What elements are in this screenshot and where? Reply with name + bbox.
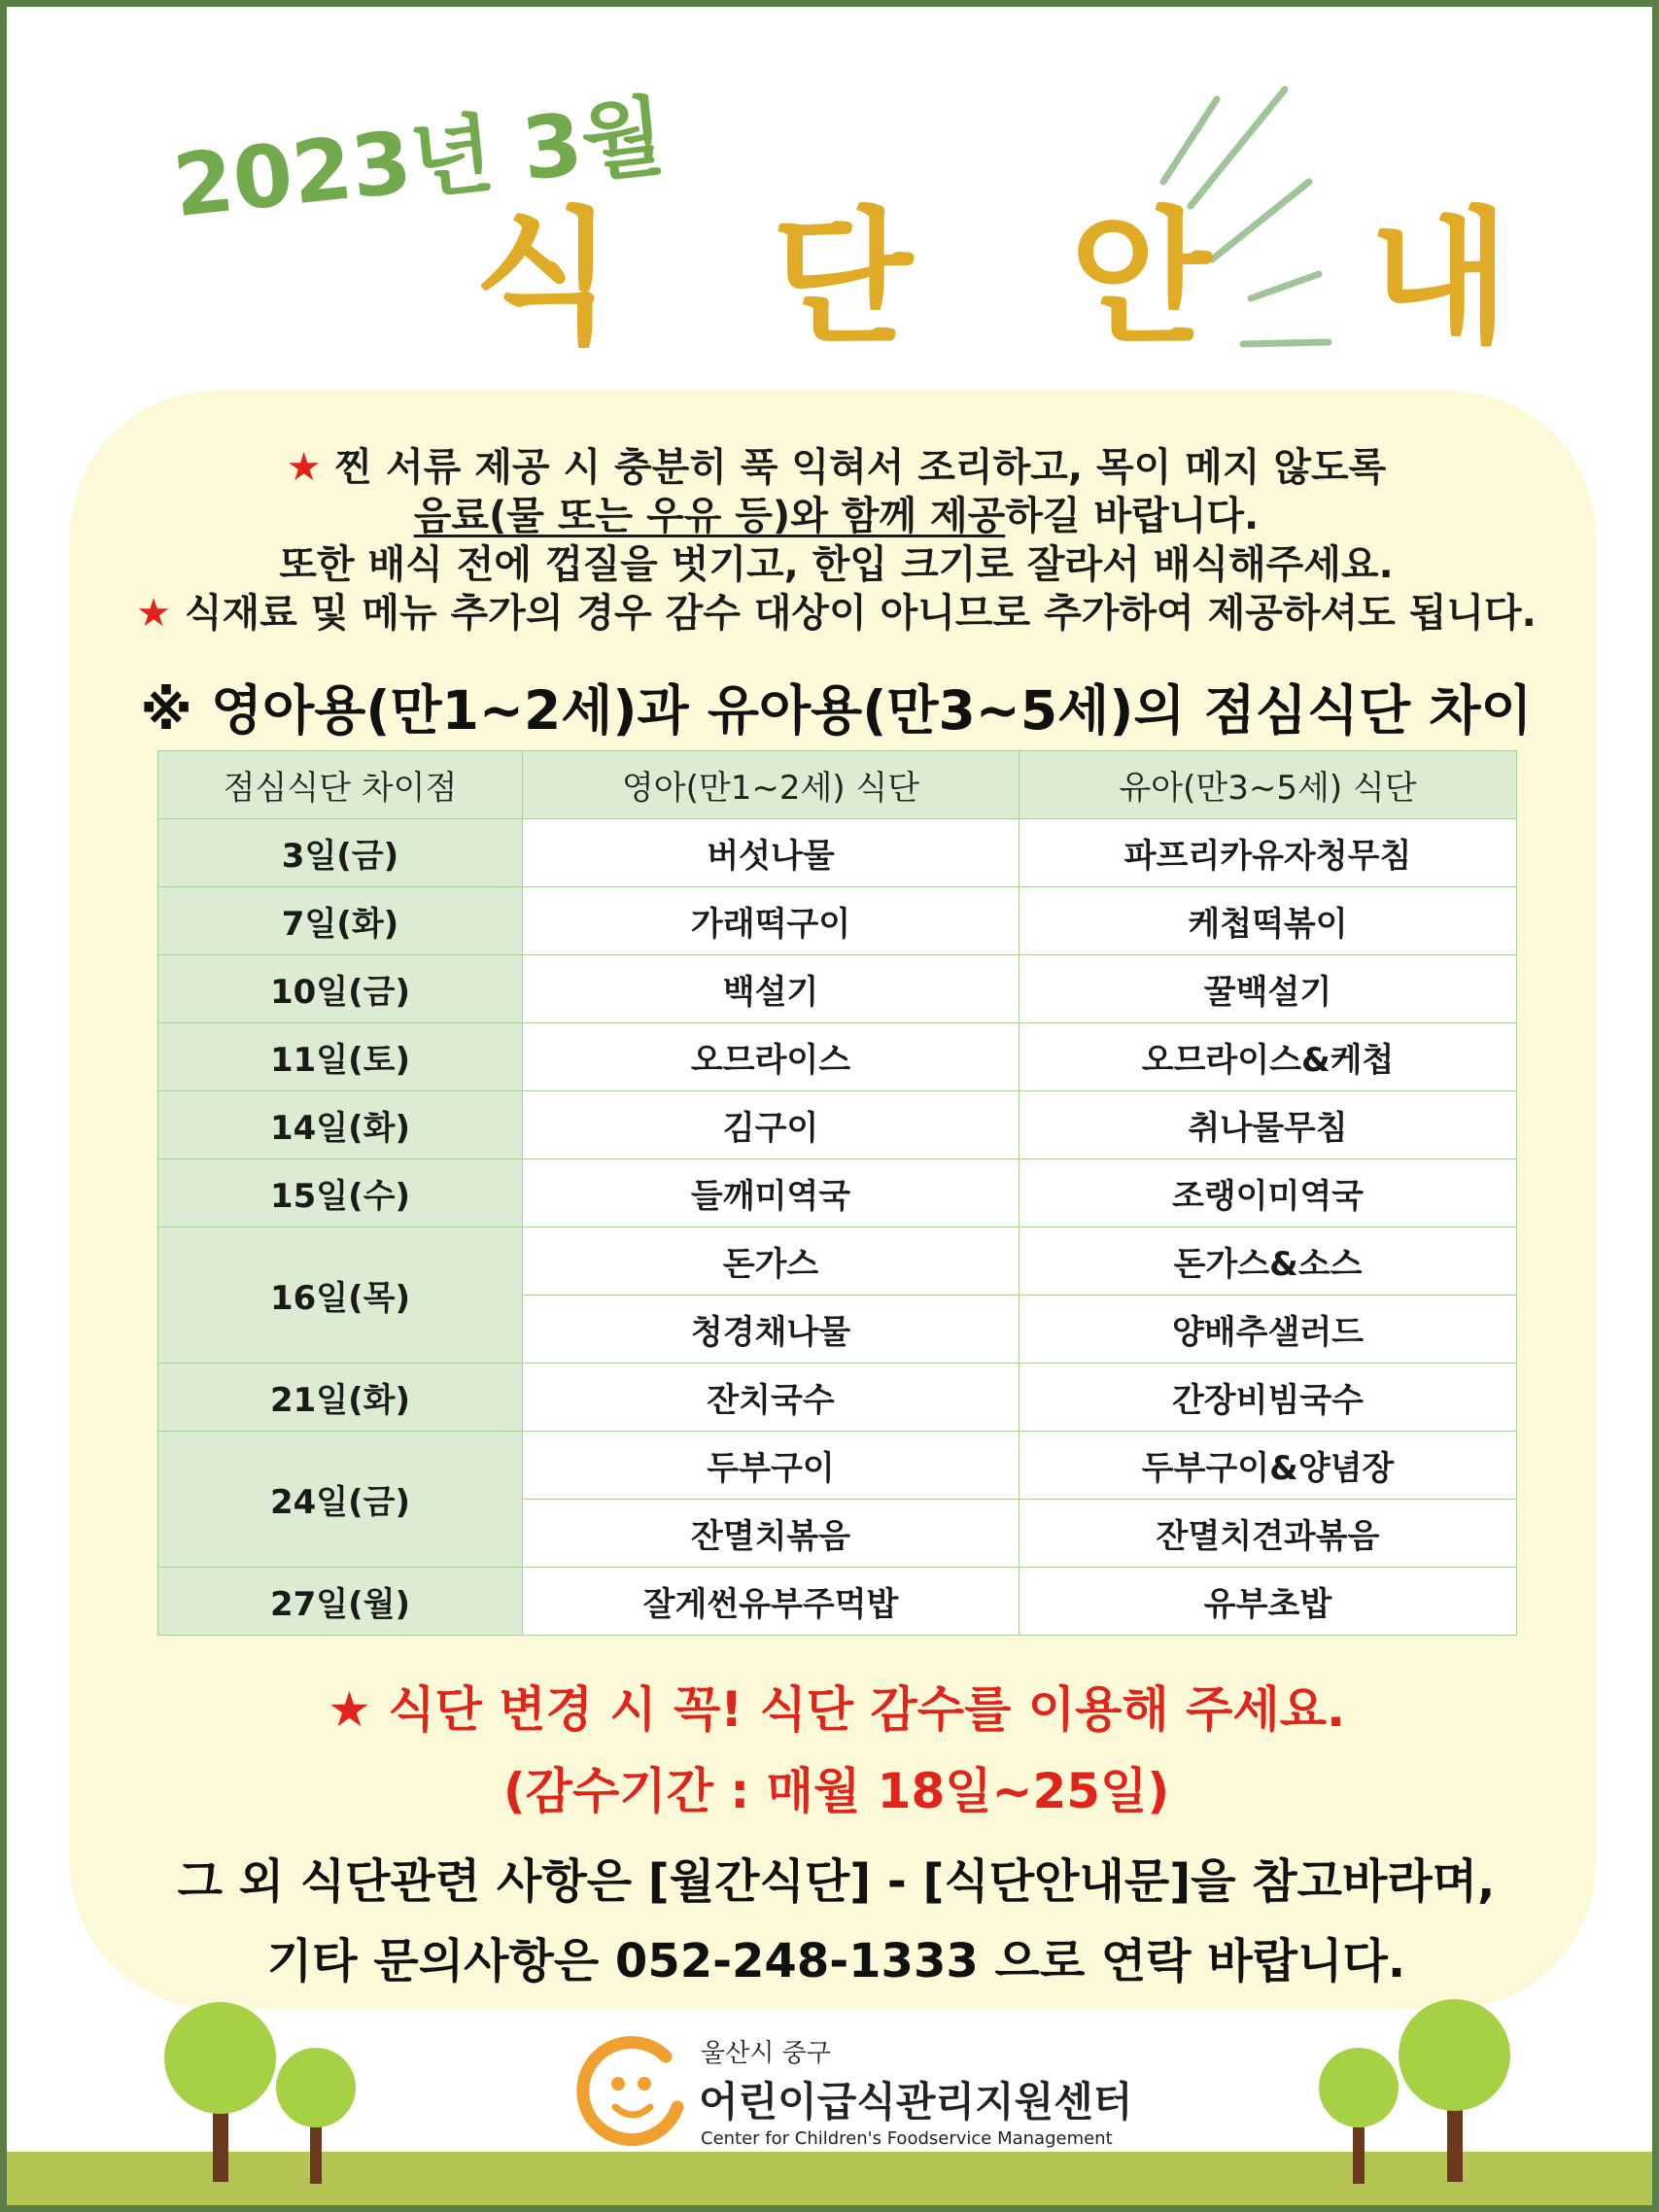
date-cell: 11일(토)	[158, 1023, 523, 1091]
infant-menu-cell: 가래떡구이	[523, 887, 1020, 955]
child-menu-cell: 취나물무침	[1020, 1091, 1517, 1159]
table-row	[158, 1364, 1517, 1432]
infant-menu-cell: 버섯나물	[523, 819, 1020, 887]
notice-text: 하길 바랍니다.	[1005, 494, 1260, 538]
table-row	[158, 887, 1517, 955]
tree-right-small	[1319, 2048, 1399, 2174]
notice-line-1	[7, 436, 1659, 492]
section-title: ※ 영아용(만1~2세)과 유아용(만3~5세)의 점심식단 차이	[140, 679, 1533, 742]
tree-left-small	[276, 2048, 356, 2174]
table-row	[158, 1159, 1517, 1227]
infant-menu-cell: 백설기	[523, 955, 1020, 1023]
notice-line-4	[7, 582, 1659, 638]
infant-menu-cell: 청경채나물	[523, 1296, 1020, 1364]
date-cell: 10일(금)	[158, 955, 523, 1023]
page-title: 식 단 안 내	[473, 194, 1564, 363]
notice-text: 찐 서류 제공 시 충분히 푹 익혀서 조리하고, 목이 메지 않도록	[334, 445, 1387, 490]
table-row	[158, 955, 1517, 1023]
star-icon: ★	[286, 445, 322, 490]
table-row	[158, 1227, 1517, 1296]
child-menu-cell: 돈가스&소스	[1020, 1227, 1517, 1296]
child-menu-cell: 유부초밥	[1020, 1568, 1517, 1636]
date-cell: 24일(금)	[158, 1432, 523, 1568]
table-header-row	[158, 751, 1517, 819]
logo-region: 울산시 중구	[701, 2039, 831, 2068]
notice-line-2	[7, 485, 1659, 540]
tree-right-large	[1399, 1999, 1510, 2172]
contact-line-2: 기타 문의사항은 052-248-1333 으로 연락 바랍니다.	[266, 1934, 1406, 1988]
infant-menu-cell: 돈가스	[523, 1227, 1020, 1296]
table-row	[158, 1432, 1517, 1500]
child-menu-cell: 파프리카유자청무침	[1020, 819, 1517, 887]
menu-difference-table	[157, 750, 1517, 1636]
child-menu-cell: 두부구이&양념장	[1020, 1432, 1517, 1500]
notice-text: 식재료 및 메뉴 추가의 경우 감수 대상이 아니므로 추가하여 제공하셔도 됩니다.	[184, 591, 1537, 636]
child-menu-cell: 양배추샐러드	[1020, 1296, 1517, 1364]
child-menu-cell: 꿀백설기	[1020, 955, 1517, 1023]
smile-logo-icon	[576, 2035, 691, 2152]
logo-name: 어린이급식관리지원센터	[699, 2078, 1133, 2126]
tree-left-large	[164, 2002, 276, 2172]
notice-text: 또한 배식 전에 껍질을 벗기고, 한입 크기로 잘라서 배식해주세요.	[279, 542, 1394, 587]
star-icon: ★	[328, 1681, 371, 1738]
date-cell: 27일(월)	[158, 1568, 523, 1636]
notice-underlined-text: 음료(물 또는 우유 등)와 함께 제공	[413, 494, 1006, 538]
infant-menu-cell: 잔치국수	[523, 1364, 1020, 1432]
review-period: (감수기간 : 매월 18일~25일)	[502, 1763, 1170, 1819]
infant-menu-cell: 오므라이스	[523, 1023, 1020, 1091]
date-cell: 15일(수)	[158, 1159, 523, 1227]
date-cell: 14일(화)	[158, 1091, 523, 1159]
table-row	[158, 1091, 1517, 1159]
warning-text: 식단 변경 시 꼭! 식단 감수를 이용해 주세요.	[388, 1681, 1345, 1738]
table-row	[158, 819, 1517, 887]
child-menu-cell: 간장비빔국수	[1020, 1364, 1517, 1432]
date-cell: 16일(목)	[158, 1227, 523, 1364]
year-month-heading: 2023년 3월	[168, 85, 670, 237]
child-menu-cell: 잔멸치견과볶음	[1020, 1500, 1517, 1568]
table-row	[158, 1568, 1517, 1636]
star-icon: ★	[136, 591, 171, 636]
child-menu-cell: 조랭이미역국	[1020, 1159, 1517, 1227]
logo-english: Center for Children's Foodservice Management	[701, 2128, 1113, 2149]
child-menu-cell: 오므라이스&케첩	[1020, 1023, 1517, 1091]
column-header: 유아(만3~5세) 식단	[1020, 751, 1517, 819]
infant-menu-cell: 들깨미역국	[523, 1159, 1020, 1227]
date-cell: 21일(화)	[158, 1364, 523, 1432]
warning-line-1	[7, 1671, 1659, 1741]
infant-menu-cell: 김구이	[523, 1091, 1020, 1159]
infant-menu-cell: 두부구이	[523, 1432, 1020, 1500]
center-logo	[576, 2033, 1133, 2160]
column-header: 점심식단 차이점	[158, 751, 523, 819]
contact-line-1: 그 외 식단관련 사항은 [월간식단] - [식단안내문]을 참고바라며,	[177, 1854, 1496, 1909]
infant-menu-cell: 잘게썬유부주먹밥	[523, 1568, 1020, 1636]
date-cell: 3일(금)	[158, 819, 523, 887]
date-cell: 7일(화)	[158, 887, 523, 955]
infant-menu-cell: 잔멸치볶음	[523, 1500, 1020, 1568]
notice-line-3	[7, 534, 1659, 589]
column-header: 영아(만1~2세) 식단	[523, 751, 1020, 819]
child-menu-cell: 케첩떡볶이	[1020, 887, 1517, 955]
table-row	[158, 1023, 1517, 1091]
